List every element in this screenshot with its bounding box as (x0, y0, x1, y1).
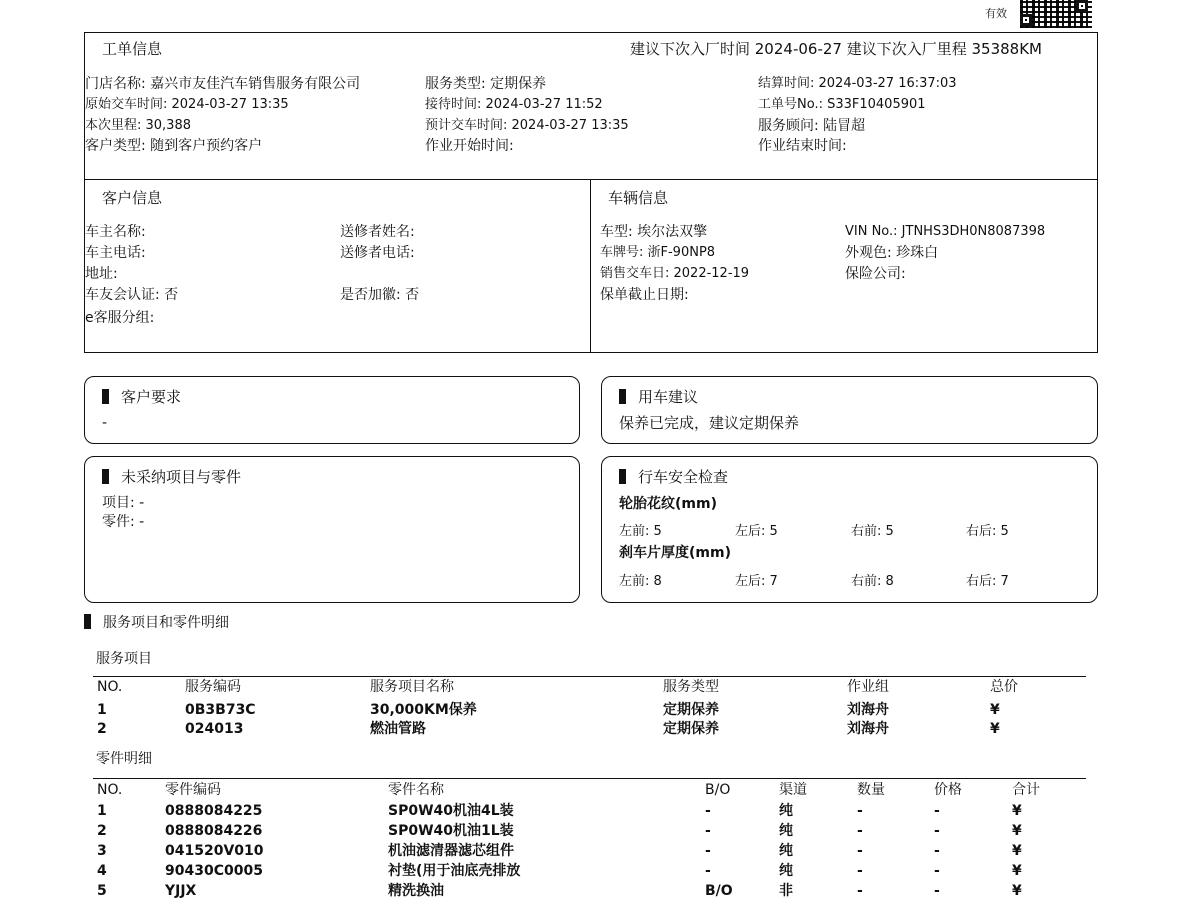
table-cell: ¥ (990, 721, 1000, 737)
table-header: B/O (705, 782, 731, 798)
table-cell: 30,000KM保养 (370, 702, 477, 718)
table-cell: 2 (97, 721, 107, 737)
table-cell: 刘海舟 (847, 702, 889, 718)
table-cell: 纯 (779, 823, 793, 839)
table-cell: 0888084226 (165, 823, 263, 839)
work-start-time: 作业开始时间: (425, 138, 514, 154)
unadopted-items: 项目: - (102, 495, 145, 511)
table-cell: SP0W40机油4L装 (388, 803, 514, 819)
table-header: 渠道 (779, 782, 807, 798)
table-cell: 精洗换油 (388, 883, 444, 899)
sale-delivery-date: 销售交车日: 2022-12-19 (600, 266, 750, 281)
table-cell: 机油滤清器滤芯组件 (388, 843, 514, 859)
tire-tread-title: 轮胎花纹(mm) (619, 496, 717, 512)
table-cell: 衬垫(用于油底壳排放 (388, 863, 521, 879)
table-cell: YJJX (165, 883, 197, 899)
vin-number: VIN No.: JTNHS3DH0N8087398 (845, 224, 1046, 239)
customer-request-box (84, 376, 580, 444)
parts-rule (93, 778, 1086, 779)
table-cell: 024013 (185, 721, 244, 737)
table-cell: - (857, 803, 863, 819)
brake-front-right: 右前: 8 (851, 574, 894, 589)
usage-advice-title: 用车建议 (619, 388, 698, 406)
sender-phone: 送修者电话: (340, 245, 415, 261)
customer-info-title: 客户信息 (102, 189, 163, 207)
table-cell: 4 (97, 863, 107, 879)
table-header: 数量 (857, 782, 885, 798)
services-title: 服务项目 (96, 651, 152, 667)
brake-rear-left: 左后: 7 (735, 574, 778, 589)
parts-title: 零件明细 (96, 751, 152, 767)
table-cell: - (934, 883, 940, 899)
table-cell: 0888084225 (165, 803, 263, 819)
table-header: 零件编码 (165, 782, 221, 798)
work-order-number: 工单号No.: S33F10405901 (758, 97, 926, 112)
table-cell: 定期保养 (663, 721, 719, 737)
warranty-end-date: 保单截止日期: (600, 287, 689, 303)
club-certification: 车友会认证: 否 (85, 287, 179, 303)
table-cell: 纯 (779, 863, 793, 879)
estimated-delivery-time: 预计交车时间: 2024-03-27 13:35 (425, 118, 629, 133)
owner-name: 车主名称: (85, 224, 146, 240)
exterior-color: 外观色: 珍珠白 (845, 245, 939, 261)
service-advisor: 服务顾问: 陆冒超 (758, 118, 866, 134)
table-header: 服务编码 (185, 679, 241, 695)
customer-type: 客户类型: 随到客户预约客户 (85, 138, 263, 154)
table-cell: ¥ (1012, 883, 1022, 899)
table-cell: - (934, 803, 940, 819)
table-cell: - (934, 843, 940, 859)
table-header: NO. (97, 679, 123, 695)
table-header: 服务项目名称 (370, 679, 454, 695)
table-cell: 定期保养 (663, 702, 719, 718)
tire-rear-right: 右后: 5 (966, 524, 1009, 539)
brake-rear-right: 右后: 7 (966, 574, 1009, 589)
table-cell: - (857, 883, 863, 899)
work-order-title: 工单信息 (102, 40, 163, 58)
detail-section-title: 服务项目和零件明细 (84, 614, 229, 632)
table-cell: 041520V010 (165, 843, 264, 859)
table-cell: SP0W40机油1L装 (388, 823, 514, 839)
table-cell: 1 (97, 702, 107, 718)
is-plus-member: 是否加徽: 否 (340, 287, 420, 303)
table-cell: ¥ (1012, 863, 1022, 879)
table-cell: - (705, 863, 711, 879)
table-cell: 非 (779, 883, 793, 899)
table-cell: - (705, 843, 711, 859)
table-cell: ¥ (1012, 823, 1022, 839)
tire-rear-left: 左后: 5 (735, 524, 778, 539)
table-header: 总价 (990, 679, 1018, 695)
table-cell: 刘海舟 (847, 721, 889, 737)
table-cell: - (705, 803, 711, 819)
insurance-company: 保险公司: (845, 266, 906, 282)
usage-advice-box (601, 376, 1098, 444)
table-cell: - (934, 823, 940, 839)
table-cell: 纯 (779, 843, 793, 859)
service-type: 服务类型: 定期保养 (425, 76, 547, 92)
table-cell: - (705, 823, 711, 839)
table-cell: 2 (97, 823, 107, 839)
original-delivery-time: 原始交车时间: 2024-03-27 13:35 (85, 97, 289, 112)
next-visit-suggestion: 建议下次入厂时间 2024-06-27 建议下次入厂里程 35388KM (630, 40, 1042, 58)
safety-check-title: 行车安全检查 (619, 468, 728, 486)
brake-pad-title: 刹车片厚度(mm) (619, 545, 731, 561)
sender-name: 送修者姓名: (340, 224, 415, 240)
table-header: 合计 (1012, 782, 1040, 798)
qr-code-icon (1020, 0, 1092, 28)
usage-advice-content: 保养已完成，建议定期保养 (619, 414, 800, 432)
table-cell: 90430C0005 (165, 863, 263, 879)
address: 地址: (85, 266, 118, 282)
current-mileage: 本次里程: 30,388 (85, 118, 191, 133)
table-cell: 纯 (779, 803, 793, 819)
tire-front-right: 右前: 5 (851, 524, 894, 539)
tire-front-left: 左前: 5 (619, 524, 662, 539)
customer-request-content: - (102, 415, 108, 431)
divider (84, 179, 1098, 180)
table-cell: 燃油管路 (370, 721, 426, 737)
work-end-time: 作业结束时间: (758, 138, 847, 154)
service-group: e客服分组: (85, 310, 155, 326)
table-header: 零件名称 (388, 782, 444, 798)
table-cell: 5 (97, 883, 107, 899)
brake-front-left: 左前: 8 (619, 574, 662, 589)
table-header: NO. (97, 782, 123, 798)
divider (590, 179, 591, 353)
store-name: 门店名称: 嘉兴市友佳汽车销售服务有限公司 (85, 76, 361, 92)
table-cell: 1 (97, 803, 107, 819)
customer-request-title: 客户要求 (102, 388, 181, 406)
table-header: 服务类型 (663, 679, 719, 695)
plate-number: 车牌号: 浙F-90NP8 (600, 245, 716, 260)
table-cell: B/O (705, 883, 733, 899)
owner-phone: 车主电话: (85, 245, 146, 261)
services-rule (93, 676, 1086, 677)
table-cell: ¥ (1012, 843, 1022, 859)
unadopted-parts: 零件: - (102, 514, 145, 530)
vehicle-model: 车型: 埃尔法双擎 (600, 224, 708, 240)
settlement-time: 结算时间: 2024-03-27 16:37:03 (758, 76, 957, 91)
table-cell: - (857, 823, 863, 839)
table-cell: 0B3B73C (185, 702, 256, 718)
table-header: 作业组 (847, 679, 889, 695)
table-cell: ¥ (1012, 803, 1022, 819)
table-cell: ¥ (990, 702, 1000, 718)
qr-label: 有效 (985, 7, 1007, 20)
table-cell: - (857, 843, 863, 859)
unadopted-title: 未采纳项目与零件 (102, 468, 241, 486)
table-cell: 3 (97, 843, 107, 859)
reception-time: 接待时间: 2024-03-27 11:52 (425, 97, 603, 112)
table-header: 价格 (934, 782, 962, 798)
table-cell: - (934, 863, 940, 879)
vehicle-info-title: 车辆信息 (608, 189, 669, 207)
table-cell: - (857, 863, 863, 879)
